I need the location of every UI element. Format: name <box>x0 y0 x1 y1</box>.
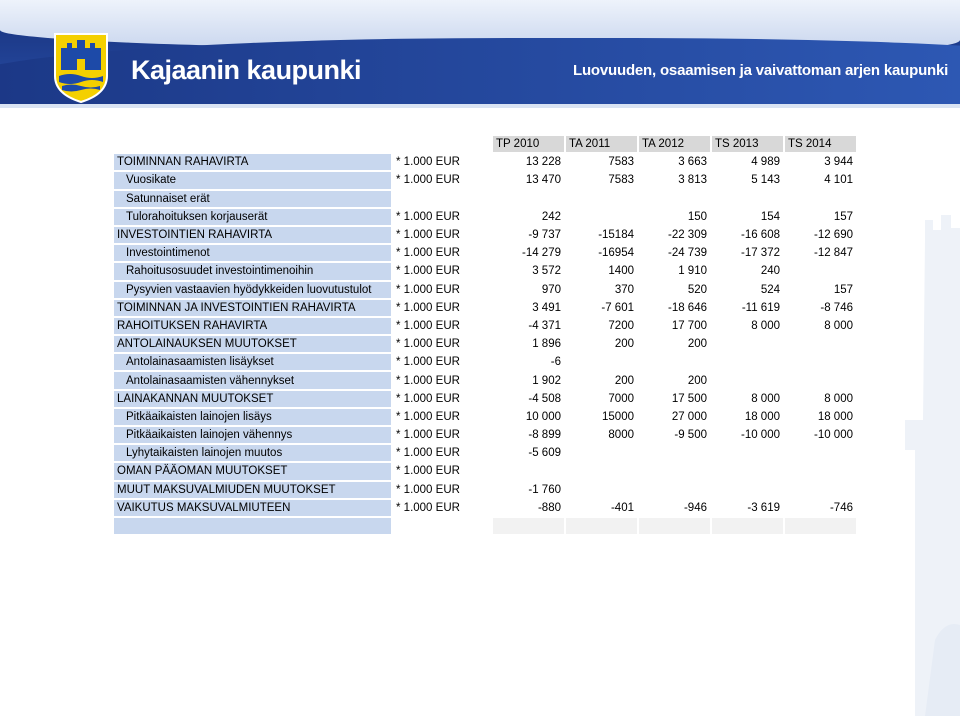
value-cell: 17 500 <box>639 391 710 407</box>
table-row <box>114 300 856 316</box>
value-cell: 17 700 <box>639 318 710 334</box>
value-cell: -7 601 <box>566 300 637 316</box>
value-cell <box>712 482 783 498</box>
column-header: TP 2010 <box>493 136 564 152</box>
value-cell: 1 896 <box>493 336 564 352</box>
row-label: VAIKUTUS MAKSUVALMIUTEEN <box>114 500 391 516</box>
value-cell: 8 000 <box>785 391 856 407</box>
table-row <box>114 227 856 243</box>
value-cell: -9 500 <box>639 427 710 443</box>
value-cell: 154 <box>712 209 783 225</box>
table-row <box>114 263 856 279</box>
value-cell: -12 847 <box>785 245 856 261</box>
row-label: Rahoitusosuudet investointimenoihin <box>114 263 391 279</box>
value-cell: 18 000 <box>785 409 856 425</box>
value-cell: -401 <box>566 500 637 516</box>
value-cell <box>712 372 783 388</box>
column-header: TS 2013 <box>712 136 783 152</box>
value-cell: 15000 <box>566 409 637 425</box>
value-cell <box>493 463 564 479</box>
page-header <box>0 0 960 108</box>
value-cell <box>712 336 783 352</box>
value-cell <box>639 354 710 370</box>
row-unit: * 1.000 EUR <box>393 354 491 370</box>
row-unit: * 1.000 EUR <box>393 227 491 243</box>
table-row <box>114 209 856 225</box>
value-cell <box>639 191 710 207</box>
empty-cell <box>393 518 491 534</box>
value-cell: 13 470 <box>493 172 564 188</box>
value-cell: 1 902 <box>493 372 564 388</box>
city-tagline: Luovuuden, osaamisen ja vaivattoman arjen kaupunki <box>573 62 949 79</box>
value-cell <box>785 191 856 207</box>
row-label: Pysyvien vastaavien hyödykkeiden luovutustulot <box>114 282 391 298</box>
row-unit: * 1.000 EUR <box>393 245 491 261</box>
row-label: Pitkäaikaisten lainojen lisäys <box>114 409 391 425</box>
value-cell: 7200 <box>566 318 637 334</box>
row-unit: * 1.000 EUR <box>393 409 491 425</box>
value-cell: -24 739 <box>639 245 710 261</box>
row-unit <box>393 191 491 207</box>
empty-cell <box>712 518 783 534</box>
value-cell: 18 000 <box>712 409 783 425</box>
row-unit: * 1.000 EUR <box>393 172 491 188</box>
table-row <box>114 282 856 298</box>
value-cell: -14 279 <box>493 245 564 261</box>
value-cell <box>785 445 856 461</box>
value-cell: -12 690 <box>785 227 856 243</box>
castle-silhouette-decoration <box>895 120 960 716</box>
value-cell <box>639 445 710 461</box>
value-cell: -4 371 <box>493 318 564 334</box>
value-cell: 157 <box>785 209 856 225</box>
value-cell: 3 491 <box>493 300 564 316</box>
row-unit: * 1.000 EUR <box>393 372 491 388</box>
empty-cell <box>114 518 391 534</box>
value-cell: 1400 <box>566 263 637 279</box>
value-cell: 200 <box>566 336 637 352</box>
empty-cell <box>566 518 637 534</box>
table-header-row <box>114 136 856 152</box>
city-crest-logo <box>53 32 109 104</box>
value-cell: 3 572 <box>493 263 564 279</box>
value-cell: -11 619 <box>712 300 783 316</box>
row-label: Investointimenot <box>114 245 391 261</box>
column-header: TA 2012 <box>639 136 710 152</box>
value-cell: -3 619 <box>712 500 783 516</box>
value-cell <box>785 354 856 370</box>
value-cell: 8000 <box>566 427 637 443</box>
table-row-empty <box>114 518 856 534</box>
value-cell: -5 609 <box>493 445 564 461</box>
row-label: TOIMINNAN RAHAVIRTA <box>114 154 391 170</box>
value-cell: 970 <box>493 282 564 298</box>
value-cell <box>566 191 637 207</box>
row-unit: * 1.000 EUR <box>393 482 491 498</box>
value-cell: -880 <box>493 500 564 516</box>
row-label: Satunnaiset erät <box>114 191 391 207</box>
value-cell: 8 000 <box>712 391 783 407</box>
value-cell: 8 000 <box>712 318 783 334</box>
value-cell: 1 910 <box>639 263 710 279</box>
table-row <box>114 409 856 425</box>
row-unit: * 1.000 EUR <box>393 154 491 170</box>
row-label: Tulorahoituksen korjauserät <box>114 209 391 225</box>
row-unit: * 1.000 EUR <box>393 427 491 443</box>
value-cell: 242 <box>493 209 564 225</box>
empty-cell <box>785 518 856 534</box>
row-label: RAHOITUKSEN RAHAVIRTA <box>114 318 391 334</box>
table-row <box>114 318 856 334</box>
value-cell: 5 143 <box>712 172 783 188</box>
value-cell <box>566 463 637 479</box>
row-label: ANTOLAINAUKSEN MUUTOKSET <box>114 336 391 352</box>
row-unit: * 1.000 EUR <box>393 445 491 461</box>
empty-cell <box>639 518 710 534</box>
value-cell: -1 760 <box>493 482 564 498</box>
value-cell: 3 813 <box>639 172 710 188</box>
value-cell: -15184 <box>566 227 637 243</box>
value-cell: 157 <box>785 282 856 298</box>
value-cell: 150 <box>639 209 710 225</box>
value-cell: -9 737 <box>493 227 564 243</box>
row-unit: * 1.000 EUR <box>393 282 491 298</box>
value-cell: -10 000 <box>712 427 783 443</box>
value-cell: -22 309 <box>639 227 710 243</box>
row-label: Pitkäaikaisten lainojen vähennys <box>114 427 391 443</box>
table-row <box>114 427 856 443</box>
value-cell: -16954 <box>566 245 637 261</box>
value-cell: 370 <box>566 282 637 298</box>
value-cell: 200 <box>566 372 637 388</box>
value-cell: -16 608 <box>712 227 783 243</box>
value-cell <box>639 463 710 479</box>
table-row <box>114 500 856 516</box>
row-label: Vuosikate <box>114 172 391 188</box>
value-cell: 240 <box>712 263 783 279</box>
table-row <box>114 372 856 388</box>
value-cell: 520 <box>639 282 710 298</box>
table-row <box>114 391 856 407</box>
header-divider <box>0 104 960 108</box>
value-cell <box>712 191 783 207</box>
table-row <box>114 463 856 479</box>
table-row <box>114 191 856 207</box>
value-cell: 524 <box>712 282 783 298</box>
column-header: TS 2014 <box>785 136 856 152</box>
table-row <box>114 172 856 188</box>
value-cell: 3 663 <box>639 154 710 170</box>
value-cell: -4 508 <box>493 391 564 407</box>
value-cell <box>785 463 856 479</box>
value-cell: 200 <box>639 336 710 352</box>
row-label: Lyhytaikaisten lainojen muutos <box>114 445 391 461</box>
cash-flow-table <box>112 134 858 536</box>
value-cell: 27 000 <box>639 409 710 425</box>
value-cell: -946 <box>639 500 710 516</box>
value-cell: 7583 <box>566 172 637 188</box>
value-cell: 7583 <box>566 154 637 170</box>
value-cell <box>566 482 637 498</box>
table-row <box>114 245 856 261</box>
row-label: OMAN PÄÄOMAN MUUTOKSET <box>114 463 391 479</box>
table-row <box>114 445 856 461</box>
value-cell: 3 944 <box>785 154 856 170</box>
row-unit: * 1.000 EUR <box>393 318 491 334</box>
value-cell: 10 000 <box>493 409 564 425</box>
value-cell: -8 899 <box>493 427 564 443</box>
value-cell <box>566 209 637 225</box>
value-cell: 200 <box>639 372 710 388</box>
table-row <box>114 336 856 352</box>
row-unit: * 1.000 EUR <box>393 463 491 479</box>
empty-cell <box>493 518 564 534</box>
row-unit: * 1.000 EUR <box>393 336 491 352</box>
value-cell: -8 746 <box>785 300 856 316</box>
value-cell <box>493 191 564 207</box>
row-unit: * 1.000 EUR <box>393 500 491 516</box>
value-cell <box>785 372 856 388</box>
value-cell: 7000 <box>566 391 637 407</box>
value-cell: -17 372 <box>712 245 783 261</box>
header-empty-label <box>114 136 391 152</box>
value-cell <box>712 445 783 461</box>
value-cell <box>566 445 637 461</box>
value-cell: 4 989 <box>712 154 783 170</box>
row-unit: * 1.000 EUR <box>393 209 491 225</box>
value-cell: -18 646 <box>639 300 710 316</box>
value-cell: -6 <box>493 354 564 370</box>
row-label: LAINAKANNAN MUUTOKSET <box>114 391 391 407</box>
value-cell <box>639 482 710 498</box>
row-unit: * 1.000 EUR <box>393 391 491 407</box>
value-cell <box>566 354 637 370</box>
row-unit: * 1.000 EUR <box>393 263 491 279</box>
value-cell <box>712 463 783 479</box>
row-label: Antolainasaamisten vähennykset <box>114 372 391 388</box>
city-name: Kajaanin kaupunki <box>131 55 362 85</box>
value-cell: 13 228 <box>493 154 564 170</box>
table-row <box>114 354 856 370</box>
column-header: TA 2011 <box>566 136 637 152</box>
row-label: Antolainasaamisten lisäykset <box>114 354 391 370</box>
row-unit: * 1.000 EUR <box>393 300 491 316</box>
value-cell <box>785 263 856 279</box>
value-cell <box>712 354 783 370</box>
header-empty-unit <box>393 136 491 152</box>
value-cell <box>785 482 856 498</box>
table-row <box>114 482 856 498</box>
row-label: INVESTOINTIEN RAHAVIRTA <box>114 227 391 243</box>
table-row <box>114 154 856 170</box>
value-cell: 8 000 <box>785 318 856 334</box>
row-label: MUUT MAKSUVALMIUDEN MUUTOKSET <box>114 482 391 498</box>
value-cell: 4 101 <box>785 172 856 188</box>
row-label: TOIMINNAN JA INVESTOINTIEN RAHAVIRTA <box>114 300 391 316</box>
value-cell <box>785 336 856 352</box>
value-cell: -746 <box>785 500 856 516</box>
value-cell: -10 000 <box>785 427 856 443</box>
